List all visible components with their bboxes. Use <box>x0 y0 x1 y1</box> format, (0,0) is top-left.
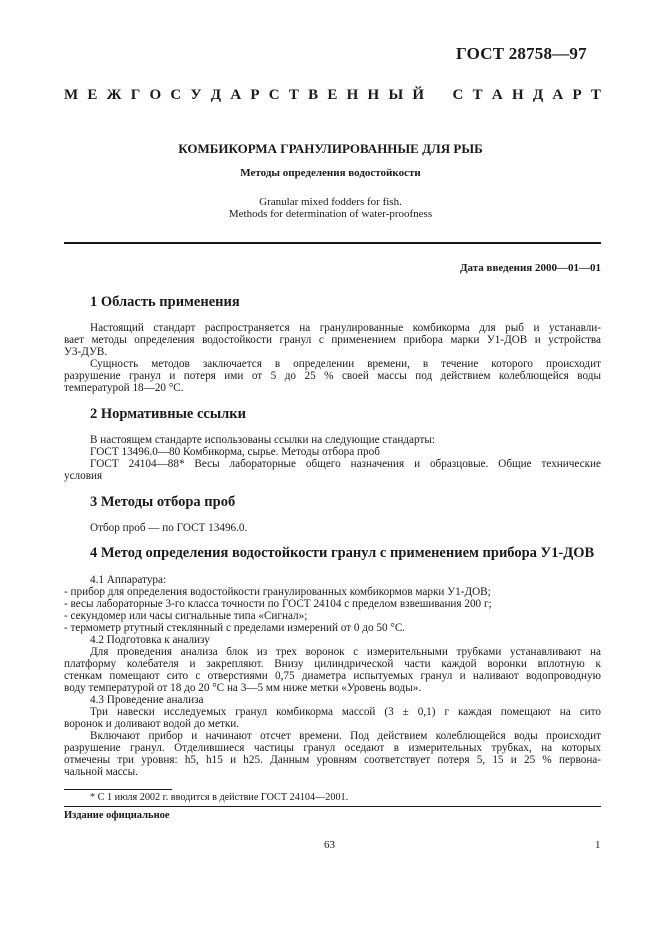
banner-letter: О <box>149 87 162 103</box>
banner-letter: Н <box>367 87 380 103</box>
banner-letter: Г <box>130 87 141 103</box>
footnote-divider <box>64 789 172 790</box>
banner-letter: М <box>64 87 79 103</box>
s1-p1-line: У3-ДУВ. <box>64 346 108 358</box>
banner-letter: Т <box>590 87 601 103</box>
document-subtitle: Методы определения водостойкости <box>240 167 421 179</box>
banner-letter: Т <box>472 87 483 103</box>
s4-p42-line: Для проведения анализа блок из трех воронок с измерительными трубками устанавливают на <box>90 646 601 658</box>
english-title <box>0 196 661 220</box>
sheet-number: 1 <box>595 839 601 851</box>
s4-p43b-line: разрушение гранул. Отделившиеся частицы гранул оседают в измерительных трубках, на которых <box>64 742 601 754</box>
s2-reference: ГОСТ 13496.0—80 Комбикорма, сырье. Методы отбора проб <box>90 446 380 458</box>
document-title: КОМБИКОРМА ГРАНУЛИРОВАННЫЕ ДЛЯ РЫБ <box>178 141 483 156</box>
banner-letter: А <box>230 87 242 103</box>
banner-letter: Е <box>87 87 98 103</box>
title-divider <box>64 242 601 244</box>
s4-p42-line: стенкам помещают сито с отверстиями 0,75 диаметра испытуемых гранул и наливают водопроводную <box>64 670 601 682</box>
gost-number: ГОСТ 28758—97 <box>456 44 587 63</box>
s4-bullet: - прибор для определения водостойкости гранулированных комбикормов марки У1-ДОВ; <box>64 586 491 598</box>
banner-letter: Н <box>511 87 524 103</box>
s1-p2-line: температурой 18—20 °С. <box>64 382 184 394</box>
section-3-heading: 3 Методы отбора проб <box>90 494 236 510</box>
banner-letter: А <box>491 87 503 103</box>
s4-p43a-line: Три навески исследуемых гранул комбикорма массой (3 ± 0,1) г каждая помещают на сито <box>90 706 601 718</box>
s1-p2-line: разрушение гранул и потеря ими от 5 до 25 % своей массы под действием колеблющейся воды <box>64 370 601 382</box>
banner-letter: У <box>190 87 202 103</box>
banner-letter: Р <box>572 87 582 103</box>
s4-item-4-3: 4.3 Проведение анализа <box>90 694 204 706</box>
banner-space <box>433 87 443 104</box>
banner-letter: С <box>170 87 182 103</box>
banner-letter: Н <box>346 87 359 103</box>
s4-p43b-line: отмечены три уровня: h5, h15 и h25. Данным уровням соответствует потеря 5, 15 и 25 % первона- <box>64 754 601 766</box>
s1-p1-line: вает методы определения водостойкости гранул с применением прибора марки У1-ДОВ и устройства <box>64 334 601 346</box>
s2-reference: ГОСТ 24104—88* Весы лабораторные общего назначения и образцовые. Общие технические <box>90 458 601 470</box>
banner-letter: С <box>268 87 280 103</box>
standard-type-banner <box>64 87 601 104</box>
s3-text: Отбор проб — по ГОСТ 13496.0. <box>90 522 248 534</box>
banner-letter: Е <box>327 87 338 103</box>
banner-letter: С <box>452 87 464 103</box>
s4-p42-line: воду температурой от 18 до 20 °С на 3—5 мм ниже метки «Уровень воды». <box>64 682 422 694</box>
banner-letter: Т <box>288 87 299 103</box>
footnote: * С 1 июля 2002 г. вводится в действие ГОСТ 24104—2001. <box>90 792 349 803</box>
banner-letter: Ж <box>106 87 122 103</box>
section-2-heading: 2 Нормативные ссылки <box>90 406 246 422</box>
s1-p1-line: Настоящий стандарт распространяется на гранулированные комбикорма для рыб и устанавли- <box>90 322 601 334</box>
s4-p42-line: платформу колебателя и закрепляют. Внизу цилиндрической части каждой воронки вплотную к <box>64 658 601 670</box>
footer-divider <box>64 806 601 807</box>
s4-bullet: - весы лабораторные 3-го класса точности по ГОСТ 24104 с пределом взвешивания 200 г; <box>64 598 492 610</box>
banner-letter: В <box>308 87 319 103</box>
banner-letter: А <box>552 87 564 103</box>
section-1-heading: 1 Область применения <box>90 294 240 310</box>
s4-p43a-line: воронок и доливают водой до метки. <box>64 718 240 730</box>
banner-letter: Р <box>250 87 260 103</box>
s4-p43b-line: чальной массы. <box>64 766 138 778</box>
s2-reference-cont: условия <box>64 470 103 482</box>
banner-letter: Ы <box>388 87 404 103</box>
english-title-line: Methods for determination of water-proofness <box>228 208 433 220</box>
s4-bullet: - секундомер или часы сигнальные типа «Сигнал»; <box>64 610 308 622</box>
s4-p43b-line: Включают прибор и начинают отсчет времени. Под действием колеблющейся воды происходит <box>90 730 601 742</box>
s4-bullet: - термометр ртутный стеклянный с пределами измерений от 0 до 50 °С. <box>64 622 406 634</box>
banner-letter: Й <box>412 87 425 103</box>
banner-letter: Д <box>532 87 544 103</box>
date-of-introduction: Дата введения 2000—01—01 <box>459 262 601 274</box>
s2-intro: В настоящем стандарте использованы ссылки на следующие стандарты: <box>90 434 435 446</box>
english-title-line: Granular mixed fodders for fish. <box>259 196 402 208</box>
page-number: 63 <box>324 839 335 851</box>
s4-item-4-1: 4.1 Аппаратура: <box>90 574 167 586</box>
s4-item-4-2: 4.2 Подготовка к анализу <box>90 634 210 646</box>
official-edition-label: Издание официальное <box>64 810 170 821</box>
section-4-heading: 4 Метод определения водостойкости гранул с применением прибора У1-ДОВ <box>90 545 595 561</box>
banner-letter: Д <box>210 87 222 103</box>
s1-p2-line: Сущность методов заключается в определении времени, в течение которого происходит <box>90 358 601 370</box>
